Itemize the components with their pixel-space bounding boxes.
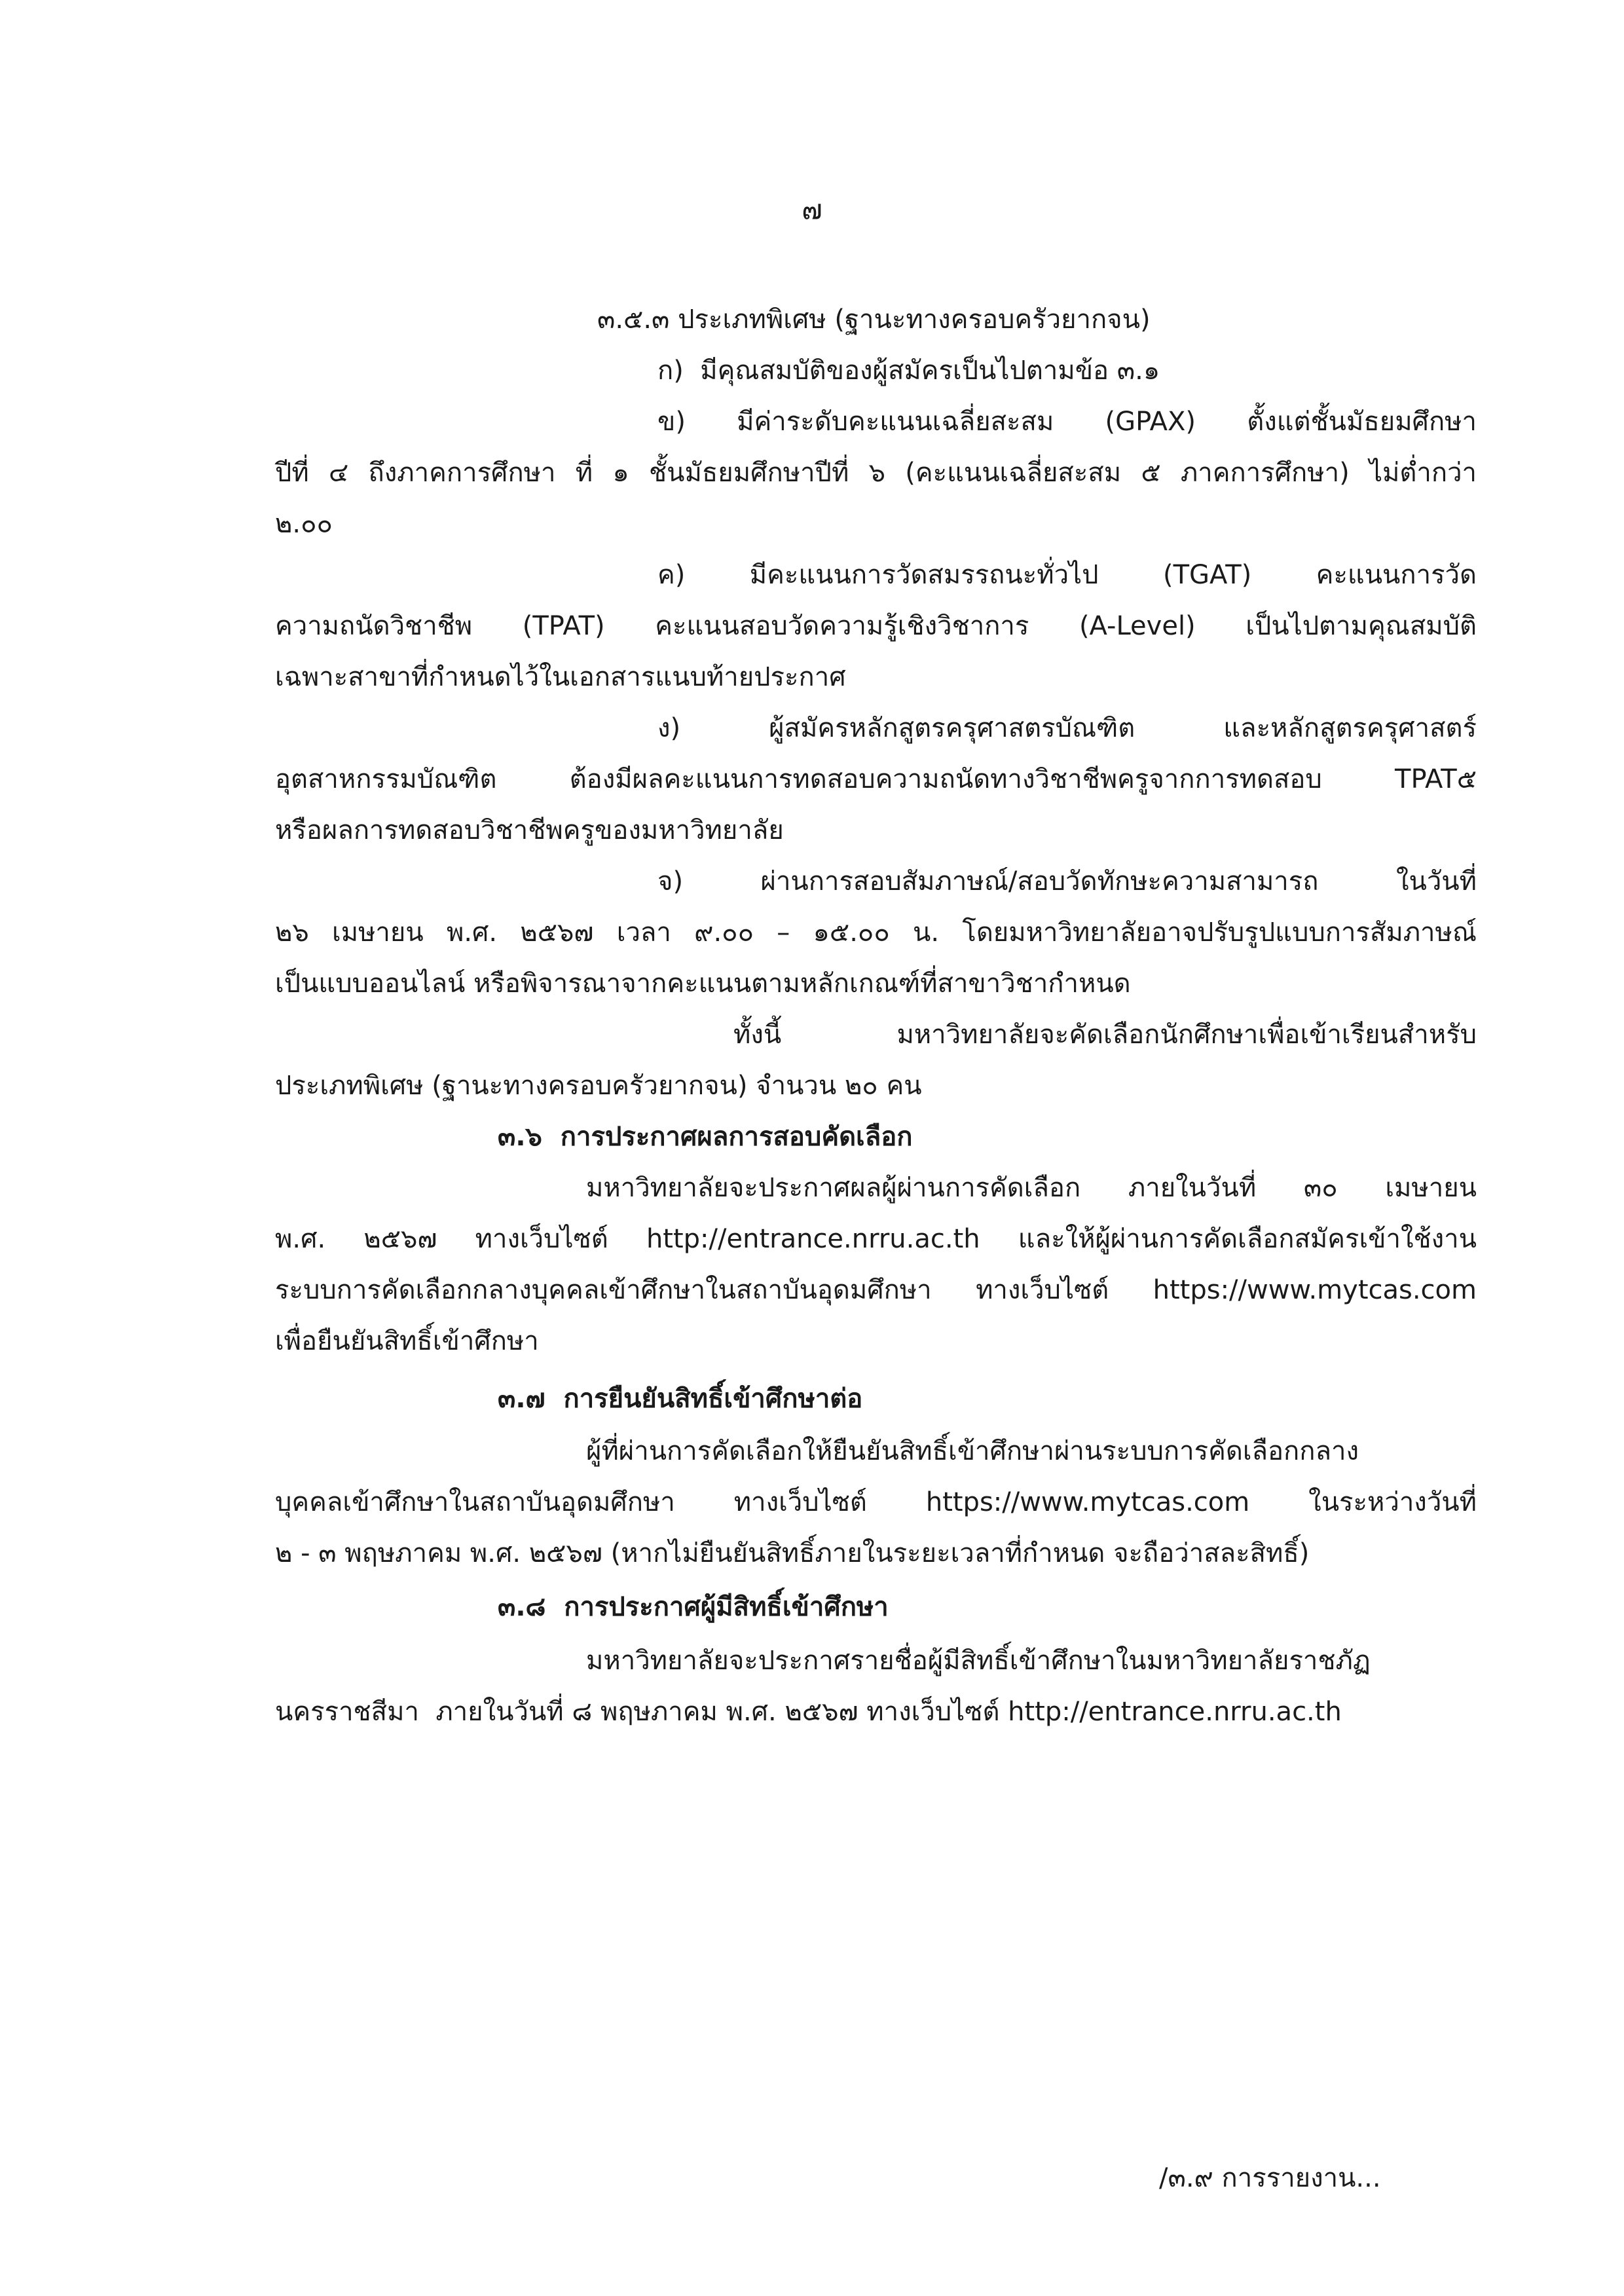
section-38-line2: นครราชสีมา ภายในวันที่ ๘ พฤษภาคม พ.ศ. ๒๕๖๗ ทางเว็บไซต์ http://entrance.nrru.ac.th <box>275 1697 1342 1727</box>
item-e-line3: เป็นแบบออนไลน์ หรือพิจารณาจากคะแนนตามหลักเกณฑ์ที่สาขาวิชากำหนด <box>275 969 1131 999</box>
section-37-line2: บุคคลเข้าศึกษาในสถาบันอุดมศึกษา ทางเว็บไซต์ https://www.mytcas.com ในระหว่างวันที่ <box>275 1487 1477 1517</box>
section-37-line3: ๒ - ๓ พฤษภาคม พ.ศ. ๒๕๖๗ (หากไม่ยืนยันสิทธิ์ภายในระยะเวลาที่กำหนด จะถือว่าสละสิทธิ์) <box>275 1538 1310 1568</box>
item-d-line2: อุตสาหกรรมบัณฑิต ต้องมีผลคะแนนการทดสอบความถนัดทางวิชาชีพครูจากการทดสอบ TPAT๕ <box>275 764 1477 794</box>
section-36-line4: เพื่อยืนยันสิทธิ์เข้าศึกษา <box>275 1326 539 1356</box>
section-36-line3: ระบบการคัดเลือกกลางบุคคลเข้าศึกษาในสถาบันอุดมศึกษา ทางเว็บไซต์ https://www.mytcas.com <box>275 1275 1477 1305</box>
item-c-line2: ความถนัดวิชาชีพ (TPAT) คะแนนสอบวัดความรู้เชิงวิชาการ (A-Level) เป็นไปตามคุณสมบัติ <box>275 611 1477 641</box>
item-b-line3: ๒.๐๐ <box>275 509 333 539</box>
item-e-line2: ๒๖ เมษายน พ.ศ. ๒๕๖๗ เวลา ๙.๐๐ – ๑๕.๐๐ น. โดยมหาวิทยาลัยอาจปรับรูปแบบการสัมภาษณ์ <box>275 917 1477 948</box>
item-e-line1: จ) ผ่านการสอบสัมภาษณ์/สอบวัดทักษะความสามารถ ในวันที่ <box>657 866 1477 897</box>
item-d-line1: ง) ผู้สมัครหลักสูตรครุศาสตรบัณฑิต และหลักสูตรครุศาสตร์ <box>657 713 1477 743</box>
section-37-heading: ๓.๗ การยืนยันสิทธิ์เข้าศึกษาต่อ <box>498 1384 863 1414</box>
quota-line2: ประเภทพิเศษ (ฐานะทางครอบครัวยากจน) จำนวน ๒๐ คน <box>275 1071 922 1101</box>
section-36-line2: พ.ศ. ๒๕๖๗ ทางเว็บไซต์ http://entrance.nrru.ac.th และให้ผู้ผ่านการคัดเลือกสมัครเข้าใช้งาน <box>275 1224 1477 1254</box>
footer-continuation: /๓.๙ การรายงาน... <box>1159 2163 1381 2193</box>
item-d-line3: หรือผลการทดสอบวิชาชีพครูของมหาวิทยาลัย <box>275 815 784 845</box>
item-a: ก) มีคุณสมบัติของผู้สมัครเป็นไปตามข้อ ๓.๑ <box>657 356 1160 386</box>
item-c-line3: เฉพาะสาขาที่กำหนดไว้ในเอกสารแนบท้ายประกาศ <box>275 662 846 692</box>
section-36-line1: มหาวิทยาลัยจะประกาศผลผู้ผ่านการคัดเลือก ภายในวันที่ ๓๐ เมษายน <box>586 1173 1477 1203</box>
section-353-title: ๓.๕.๓ ประเภทพิเศษ (ฐานะทางครอบครัวยากจน) <box>597 305 1151 335</box>
section-37-line1: ผู้ที่ผ่านการคัดเลือกให้ยืนยันสิทธิ์เข้าศึกษาผ่านระบบการคัดเลือกกลาง <box>586 1436 1359 1466</box>
section-38-line1: มหาวิทยาลัยจะประกาศรายชื่อผู้มีสิทธิ์เข้าศึกษาในมหาวิทยาลัยราชภัฏ <box>586 1646 1371 1676</box>
item-c-line1: ค) มีคะแนนการวัดสมรรถนะทั่วไป (TGAT) คะแนนการวัด <box>657 560 1477 590</box>
item-b-line2: ปีที่ ๔ ถึงภาคการศึกษา ที่ ๑ ชั้นมัธยมศึกษาปีที่ ๖ (คะแนนเฉลี่ยสะสม ๕ ภาคการศึกษา) ไม่ต่ำกว่า <box>275 458 1477 488</box>
section-36-heading: ๓.๖ การประกาศผลการสอบคัดเลือก <box>498 1122 913 1152</box>
item-b-line1: ข) มีค่าระดับคะแนนเฉลี่ยสะสม (GPAX) ตั้งแต่ชั้นมัธยมศึกษา <box>657 407 1477 437</box>
page-number: ๗ <box>802 193 822 225</box>
section-38-heading: ๓.๘ การประกาศผู้มีสิทธิ์เข้าศึกษา <box>498 1592 889 1622</box>
quota-line1: ทั้งนี้ มหาวิทยาลัยจะคัดเลือกนักศึกษาเพื่อเข้าเรียนสำหรับ <box>733 1020 1477 1050</box>
